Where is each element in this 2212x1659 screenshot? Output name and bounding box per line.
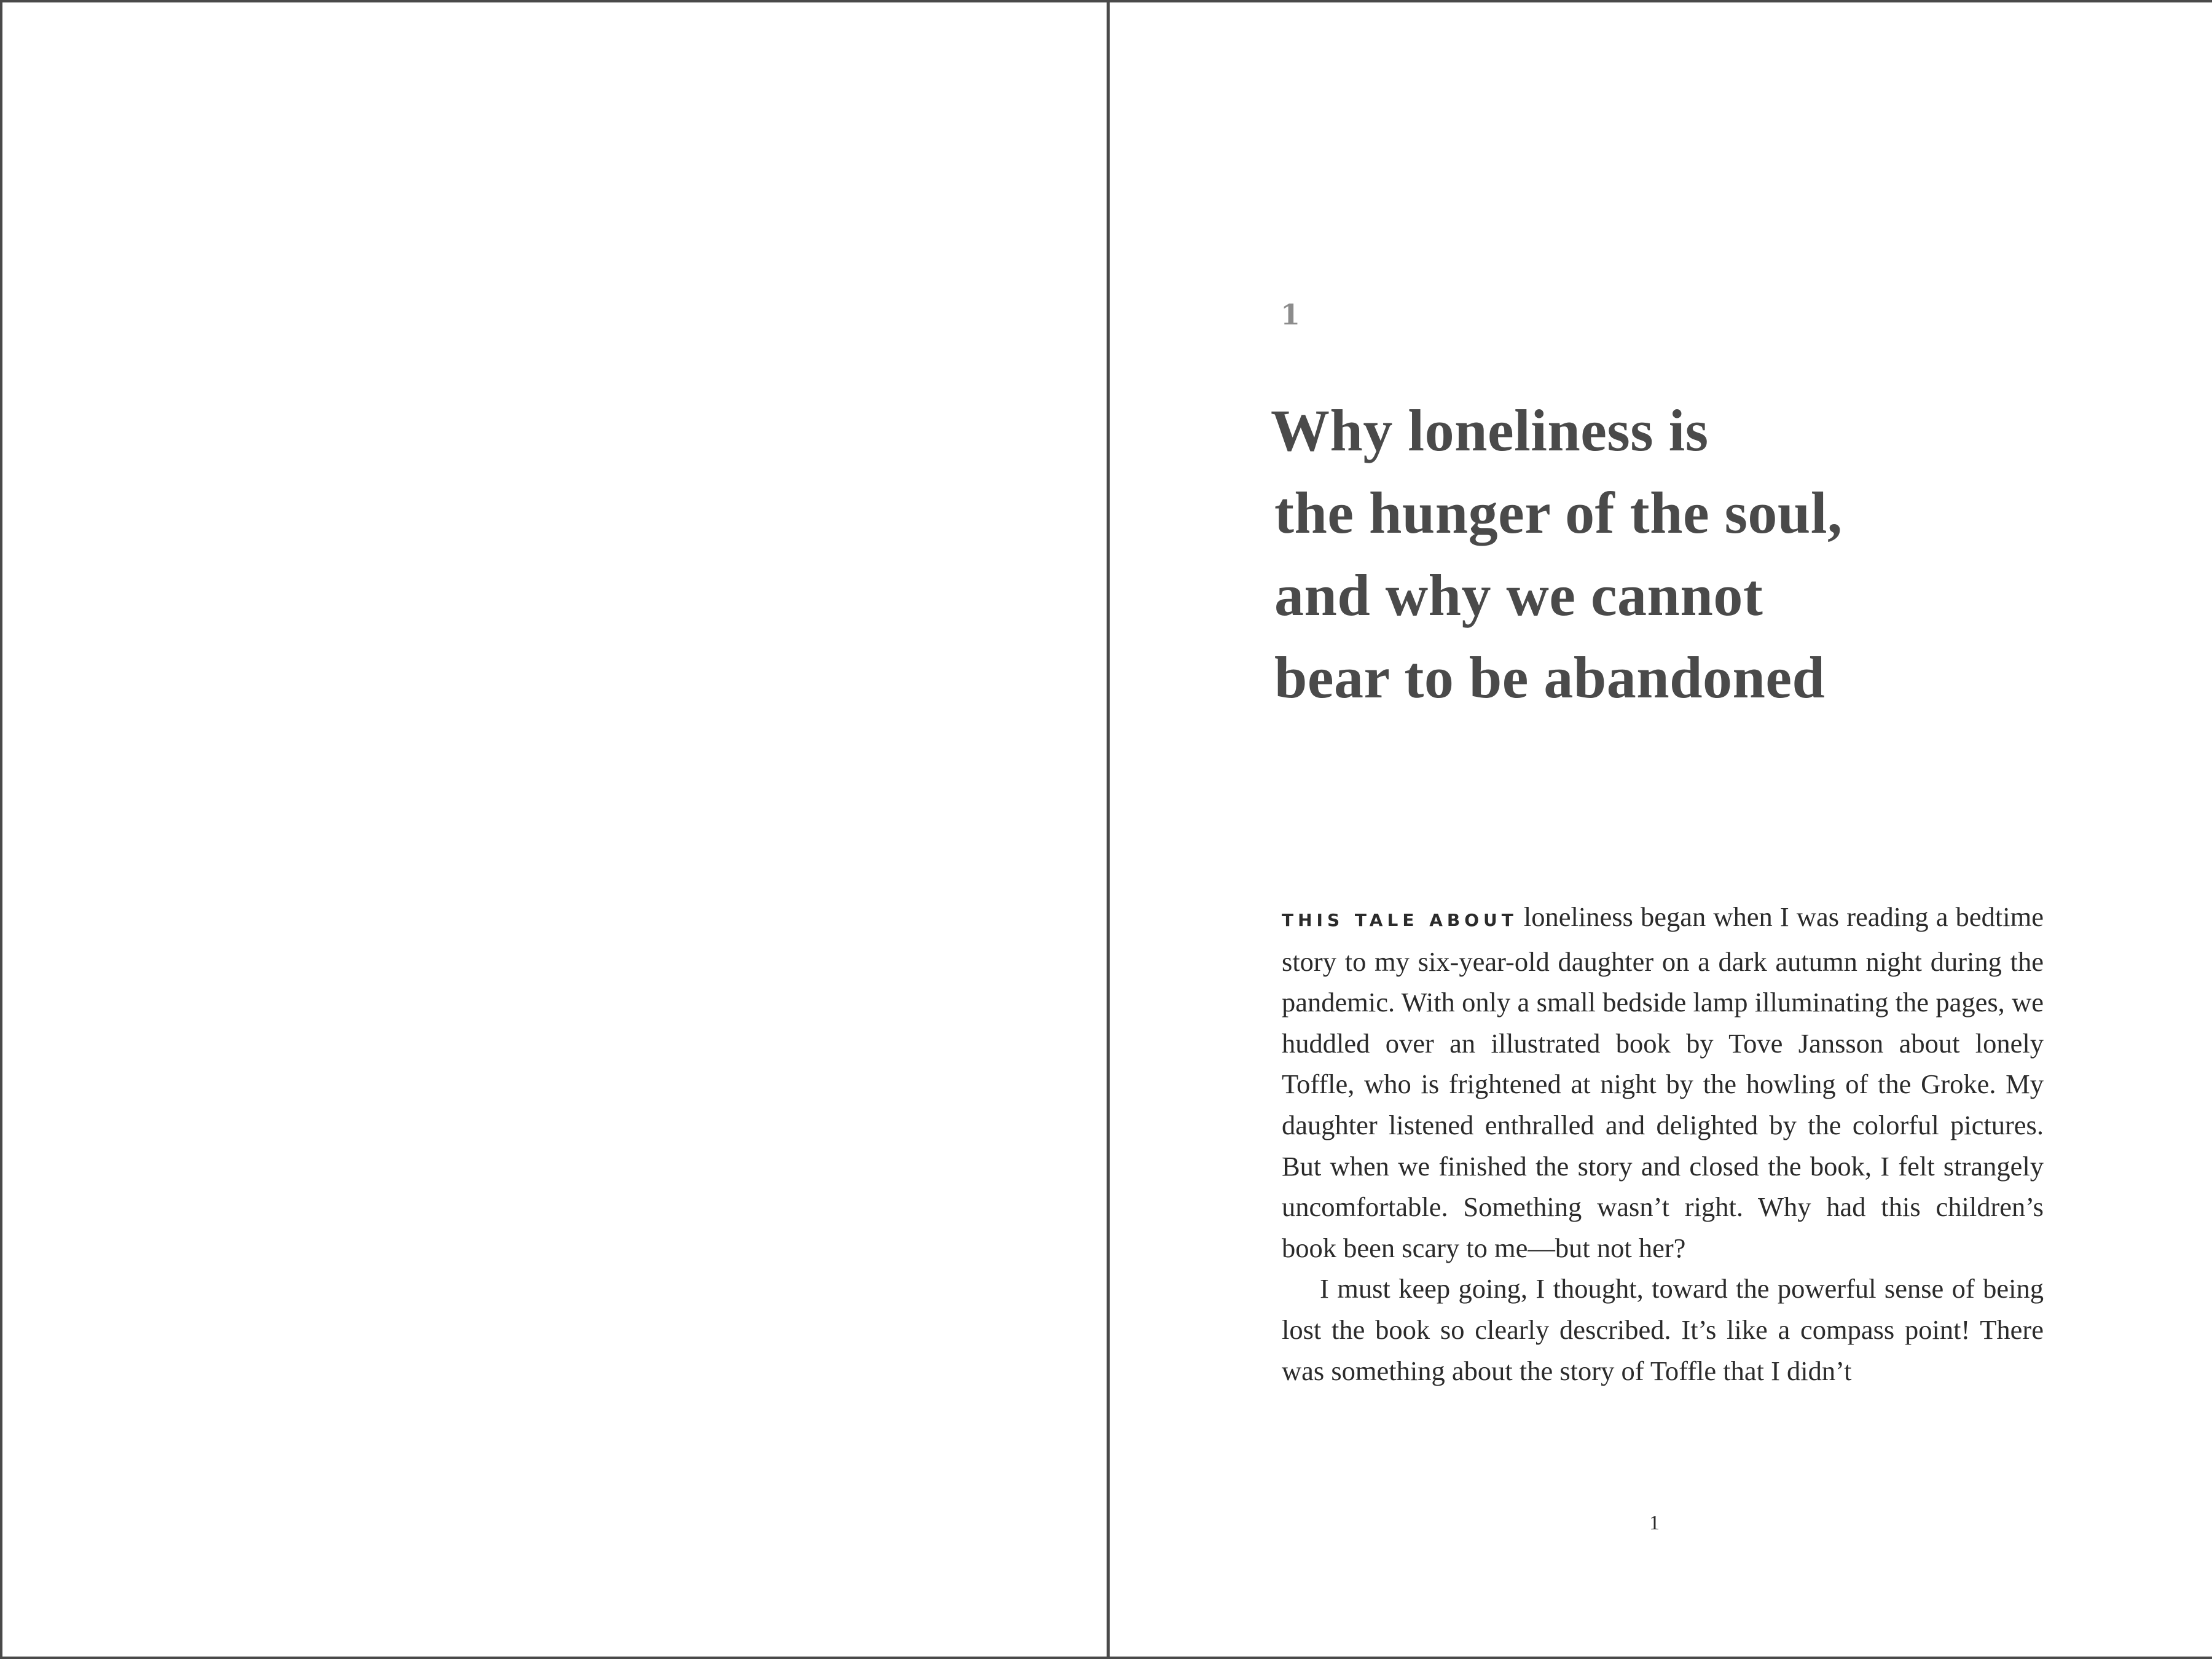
chapter-body-text (1282, 896, 2044, 1391)
right-page (1110, 2, 2212, 1657)
chapter-title-line: the hunger of the soul, (1274, 480, 1843, 546)
chapter-title-line: and why we cannot (1274, 562, 1763, 628)
chapter-title-line: bear to be abandoned (1274, 645, 1826, 710)
chapter-title (1271, 390, 2012, 719)
body-paragraph (1282, 896, 2044, 1268)
chapter-number: 1 (1281, 298, 1301, 331)
page-number: 1 (1649, 1512, 1660, 1534)
body-paragraph: I must keep going, I thought, toward the powerful sense of being lost the book so clearly described. It’s like a compass point! There was something about the story of Toffle that I didn’t (1282, 1273, 2044, 1386)
left-page-blank (2, 2, 1107, 1657)
paragraph-text: loneliness began when I was reading a bedtime story to my six-year-old daughter on a dark autumn night during the pandemic. With only a small bedside lamp illuminating the pages, we huddled over an illustrated book by Tove Jansson about lonely Toffle, who is frightened at night by the howling of the Groke. My daughter listened enthralled and delighted by the colorful pictures. But when we finished the story and closed the book, I felt strangely uncomfortable. Something wasn’t right. Why had this children’s book been scary to me—but not her? (1282, 901, 2044, 1263)
lead-in-small-caps: THIS TALE ABOUT (1282, 910, 1518, 930)
chapter-title-line: Why loneliness is (1271, 398, 1709, 463)
